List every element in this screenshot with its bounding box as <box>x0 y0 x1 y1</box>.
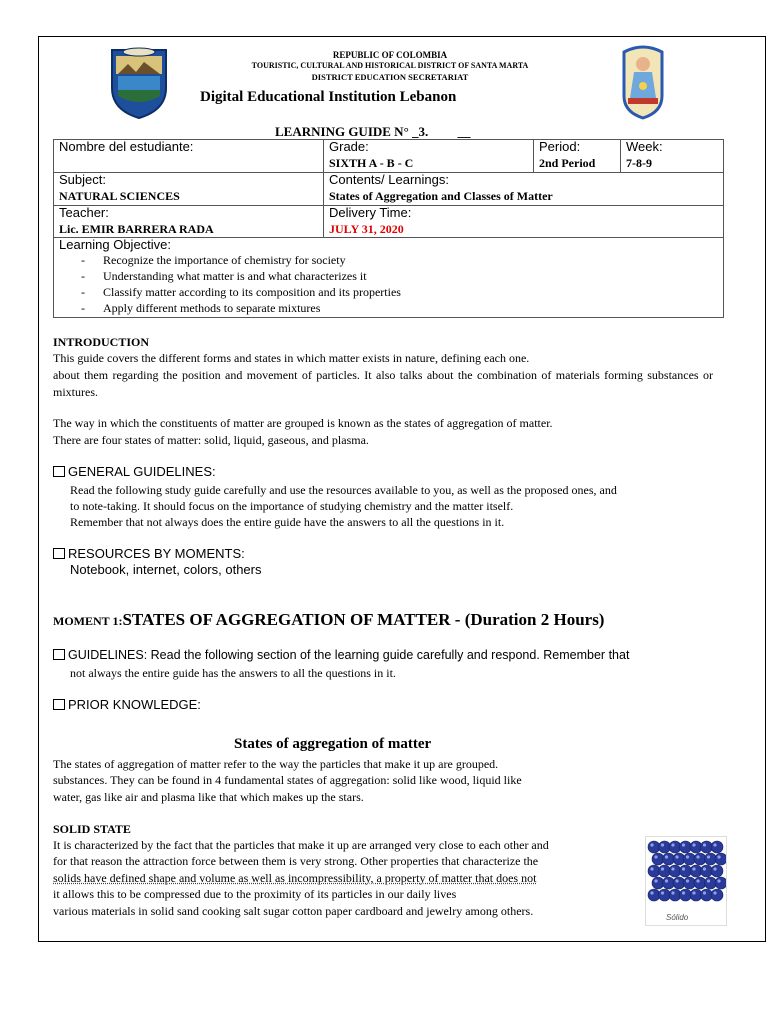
sphere-highlight <box>707 879 710 882</box>
sphere-highlight <box>661 843 664 846</box>
sphere-highlight <box>661 867 664 870</box>
header-line-2: TOURISTIC, CULTURAL AND HISTORICAL DISTRICT OF SANTA MARTA <box>251 61 529 70</box>
moment-1-title: STATES OF AGGREGATION OF MATTER - (Duration 2 Hours) <box>122 610 605 629</box>
sphere-highlight <box>713 891 716 894</box>
resources-text: Notebook, internet, colors, others <box>70 562 262 577</box>
week-value: 7-8-9 <box>626 156 652 170</box>
student-name-cell <box>54 140 324 173</box>
general-line-1: Read the following study guide carefully and use the resources available to you, as well as the proposed ones, and <box>70 483 617 497</box>
sphere-highlight <box>717 855 720 858</box>
period-cell <box>534 140 621 173</box>
states-title: States of aggregation of matter <box>234 736 432 752</box>
sphere-highlight <box>671 891 674 894</box>
sphere-highlight <box>686 855 689 858</box>
contents-label: Contents/ Learnings: <box>329 172 449 187</box>
sphere-highlight <box>650 891 653 894</box>
particle-sphere <box>711 889 723 901</box>
sphere-highlight <box>692 891 695 894</box>
delivery-label: Delivery Time: <box>329 205 412 220</box>
intro-paragraph-2: about them regarding the position and movement of particles. It also talks about the combination of materials forming substances or mixtures. <box>53 368 713 399</box>
general-guidelines-title: GENERAL GUIDELINES: <box>68 464 216 479</box>
sphere-highlight <box>682 843 685 846</box>
objective-item: - Recognize the importance of chemistry for society <box>79 252 723 268</box>
resources-title: RESOURCES BY MOMENTS: <box>68 546 245 561</box>
solid-particles-image <box>645 836 727 926</box>
week-cell <box>621 140 724 173</box>
intro-title: INTRODUCTION <box>53 335 150 349</box>
sphere-highlight <box>707 855 710 858</box>
institution-crest-logo <box>618 42 668 120</box>
sphere-highlight <box>692 843 695 846</box>
checkbox-icon <box>53 466 65 477</box>
sphere-highlight <box>671 867 674 870</box>
moment-guidelines-line-2: not always the entire guide has the answers to all the questions in it. <box>70 666 396 680</box>
sphere-highlight <box>713 843 716 846</box>
solid-line-4: it allows this to be compressed due to the proximity of its particles in our daily lives <box>53 887 457 901</box>
sphere-highlight <box>661 891 664 894</box>
general-guidelines-heading <box>53 464 216 479</box>
guide-title: LEARNING GUIDE N° _3. __ <box>275 124 471 139</box>
sphere-highlight <box>696 879 699 882</box>
objective-label: Learning Objective: <box>59 237 172 252</box>
sphere-highlight <box>703 891 706 894</box>
moment-guidelines-text: GUIDELINES: Read the following section of the learning guide carefully and respond. Remember that <box>68 648 630 662</box>
sphere-highlight <box>717 879 720 882</box>
particle-sphere <box>715 853 726 865</box>
contents-value: States of Aggregation and Classes of Matter <box>329 189 553 203</box>
delivery-value: JULY 31, 2020 <box>329 222 404 236</box>
objective-list <box>59 252 723 316</box>
sphere-highlight <box>692 867 695 870</box>
grade-cell <box>324 140 534 173</box>
resources-heading <box>53 546 245 561</box>
objective-item: - Understanding what matter is and what characterizes it <box>79 268 723 284</box>
moment-guidelines-line-1 <box>53 648 629 662</box>
sphere-highlight <box>671 843 674 846</box>
subject-label: Subject: <box>59 172 106 187</box>
subject-value: NATURAL SCIENCES <box>59 189 180 203</box>
general-line-2: to note-taking. It should focus on the importance of studying chemistry and the matter itself. <box>70 499 514 513</box>
teacher-cell <box>54 206 324 238</box>
solid-line-1: It is characterized by the fact that the particles that make it up are arranged very close to each other and <box>53 838 549 852</box>
sphere-highlight <box>650 843 653 846</box>
sphere-highlight <box>654 879 657 882</box>
sphere-highlight <box>682 891 685 894</box>
header-line-3: DISTRICT EDUCATION SECRETARIAT <box>311 72 469 82</box>
period-value: 2nd Period <box>539 156 596 170</box>
moment-1-heading <box>53 610 604 630</box>
particle-sphere <box>711 865 723 877</box>
school-shield-logo <box>108 44 170 120</box>
sphere-highlight <box>665 879 668 882</box>
solid-line-2: for that reason the attraction force between them is very strong. Other properties that characterize the <box>53 854 539 868</box>
particle-spheres <box>646 837 726 909</box>
sphere-highlight <box>675 855 678 858</box>
checkbox-icon <box>53 548 65 559</box>
checkbox-icon <box>53 699 65 710</box>
prior-knowledge-title: PRIOR KNOWLEDGE: <box>68 697 201 712</box>
delivery-cell <box>324 206 724 238</box>
particle-sphere <box>715 877 726 889</box>
intro-paragraph-1: This guide covers the different forms and states in which matter exists in nature, defining each one. <box>53 351 530 365</box>
sphere-highlight <box>665 855 668 858</box>
objective-item: - Classify matter according to its composition and its properties <box>79 284 723 300</box>
sphere-highlight <box>703 843 706 846</box>
prior-knowledge-heading <box>53 697 201 712</box>
general-line-3: Remember that not always does the entire guide have the answers to all the questions in it. <box>70 515 505 529</box>
sphere-highlight <box>686 879 689 882</box>
week-label: Week: <box>626 139 663 154</box>
teacher-label: Teacher: <box>59 205 109 220</box>
grade-label: Grade: <box>329 139 369 154</box>
sphere-highlight <box>696 855 699 858</box>
teacher-value: Lic. EMIR BARRERA RADA <box>59 222 214 236</box>
sphere-highlight <box>713 867 716 870</box>
header-line-1: REPUBLIC OF COLOMBIA <box>332 50 448 60</box>
sphere-highlight <box>703 867 706 870</box>
intro-paragraph-4: There are four states of matter: solid, liquid, gaseous, and plasma. <box>53 433 369 447</box>
states-line-2: substances. They can be found in 4 fundamental states of aggregation: solid like wood, liquid like <box>53 773 522 787</box>
states-line-1: The states of aggregation of matter refer to the way the particles that make it up are grouped. <box>53 757 499 771</box>
sphere-highlight <box>682 867 685 870</box>
intro-paragraph-3: The way in which the constituents of matter are grouped is known as the states of aggregation of matter. <box>53 416 553 430</box>
sphere-highlight <box>675 879 678 882</box>
states-line-3: water, gas like air and plasma like that which makes up the stars. <box>53 790 364 804</box>
grade-value: SIXTH A - B - C <box>329 156 414 170</box>
solid-line-5: various materials in solid sand cooking salt sugar cotton paper cardboard and jewelry among others. <box>53 904 534 918</box>
particle-sphere <box>711 841 723 853</box>
solid-line-3: solids have defined shape and volume as well as incompressibility, a property of matter that does not <box>53 871 537 885</box>
objective-cell <box>54 238 724 318</box>
institution-name: Digital Educational Institution Lebanon <box>200 89 457 105</box>
image-caption: Sólido <box>666 913 689 922</box>
contents-cell <box>324 173 724 206</box>
student-label: Nombre del estudiante: <box>59 139 194 154</box>
guide-info-table <box>53 139 724 318</box>
period-label: Period: <box>539 139 581 154</box>
sphere-highlight <box>654 855 657 858</box>
solid-state-title: SOLID STATE <box>53 822 131 836</box>
moment-1-prefix: MOMENT 1: <box>53 614 123 628</box>
objective-item: - Apply different methods to separate mixtures <box>79 300 723 316</box>
checkbox-icon <box>53 649 65 660</box>
sphere-highlight <box>650 867 653 870</box>
subject-cell <box>54 173 324 206</box>
